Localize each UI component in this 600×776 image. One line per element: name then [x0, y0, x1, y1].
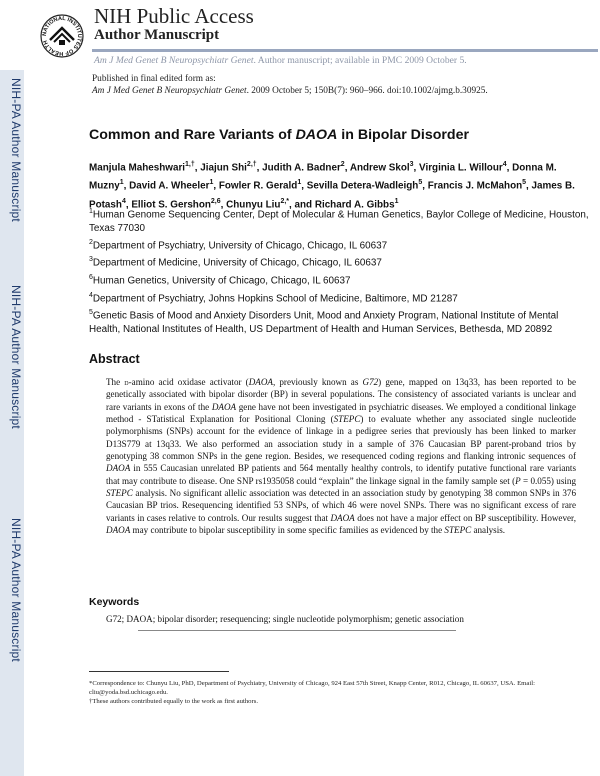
author-affiliation-marker: 4 [502, 161, 507, 168]
author-name: Francis J. McMahon [427, 180, 523, 192]
footnote-correspondence: *Correspondence to: Chunyu Liu, PhD, Department of Psychiatry, University of Chicago, 924 East 57th Street, Knapp Center, R012, Chicago, IL 60637, USA. Email: cliu@yoda.bsd.uchicago.edu. [89, 680, 535, 697]
abstract-text: STEPC [333, 414, 361, 425]
header-subtitle: Author Manuscript [94, 27, 220, 43]
abstract-text: DAOA [248, 377, 273, 387]
author-separator: , [220, 198, 227, 210]
author-affiliation-marker: 1 [209, 179, 214, 187]
author-name: Andrew Skol [349, 162, 410, 174]
author-name: Richard A. Gibbs [314, 198, 395, 210]
abstract-text: , previously known as [272, 377, 363, 387]
abstract-body [106, 376, 576, 536]
author-separator: , and [289, 198, 315, 210]
abstract-text: analysis. [471, 525, 506, 536]
author-separator: , [413, 162, 420, 174]
affiliation-text: Genetic Basis of Mood and Anxiety Disorders Unit, Mood and Anxiety Program, National Institute of Mental Health, National Institutes of Health, US Department of Health and Human Services, Bethesda, MD 20892 [89, 310, 559, 336]
keywords: G72; DAOA; bipolar disorder; resequencing; single nucleotide polymorphism; genetic association [106, 614, 464, 624]
author-separator: , [213, 180, 219, 192]
author-name: Donna M. Muzny [89, 162, 557, 192]
author-affiliation-marker: 2,6 [210, 197, 221, 205]
abstract-text: STEPC [106, 488, 133, 499]
abstract-text: DAOA [106, 463, 131, 474]
author-separator: , [506, 162, 513, 174]
footnotes [89, 679, 594, 707]
author-name: James B. Potash [89, 180, 575, 210]
abstract-text: STEPC [444, 525, 472, 536]
author-separator: , [344, 162, 350, 174]
author-separator: , [256, 162, 263, 174]
affiliation [89, 306, 589, 337]
abstract-text: DAOA [211, 401, 237, 412]
abstract-text: may contribute to bipolar susceptibility in some specific families as evidenced by the [130, 525, 445, 536]
affiliation-text: Department of Psychiatry, Johns Hopkins School of Medicine, Baltimore, MD 21287 [92, 293, 458, 305]
author-affiliation-marker: 2,† [246, 161, 257, 168]
affiliation-marker: 2 [89, 239, 93, 246]
published-label: Published in final edited form as: [92, 74, 216, 84]
author-name: David A. Wheeler [129, 180, 210, 192]
keywords-divider [138, 630, 456, 631]
author-separator: , [422, 180, 428, 192]
nih-logo [40, 6, 84, 66]
affiliation [89, 271, 589, 288]
affiliation-marker: 4 [89, 292, 93, 299]
author-name: Virginia L. Willour [419, 162, 503, 174]
affiliation-marker: 5 [89, 309, 93, 316]
header-citation: Am J Med Genet B Neuropsychiatr Genet. Author manuscript; available in PMC 2009 October 5. [94, 55, 467, 66]
abstract-text: -amino acid oxidase activator ( [128, 377, 249, 387]
abstract-heading: Abstract [89, 352, 140, 366]
sidebar [0, 70, 24, 776]
author-name: Fowler R. Gerald [218, 180, 298, 192]
author-separator: , [301, 180, 307, 192]
author-separator: , [123, 180, 130, 192]
author-affiliation-marker: 1 [119, 179, 124, 187]
affiliation-marker: 6 [89, 274, 93, 281]
abstract-text: G72 [362, 377, 379, 387]
affiliation-text: Department of Medicine, University of Chicago, Chicago, IL 60637 [92, 257, 382, 269]
abstract-text: = 0.055) using [520, 475, 576, 486]
author-affiliation-marker: 4 [121, 197, 126, 205]
footnote-rule [89, 671, 229, 672]
abstract-text: gene have not been investigated in psychiatric diseases. We employed a conditional linkage method - STatistical Explanation for Positional Cloning ( [106, 401, 576, 425]
affiliation-marker: 3 [89, 256, 93, 263]
abstract-text: DAOA [330, 512, 355, 523]
author-affiliation-marker: 3 [409, 161, 414, 168]
author-affiliation-marker: 2 [340, 161, 345, 168]
author-name: Chunyu Liu [226, 198, 281, 210]
author-name: Elliot S. Gershon [131, 198, 211, 210]
published-citation: Am J Med Genet B Neuropsychiatr Genet. 2009 October 5; 150B(7): 960–966. doi:10.1002/ajmg.b.30925. [92, 86, 488, 96]
sidebar-label: NIH-PA Author Manuscript [9, 285, 23, 429]
affiliation [89, 253, 589, 270]
header-rule [92, 49, 598, 52]
abstract-text: d [124, 377, 129, 387]
author-name: Jiajun Shi [200, 162, 247, 174]
author-separator: , [125, 198, 132, 210]
logo-text: NATIONAL INSTITUTES OF HEALTH [41, 15, 83, 57]
author-list [89, 157, 589, 212]
article-title: Common and Rare Variants of DAOA in Bipolar Disorder [89, 127, 469, 143]
abstract-text: DAOA [106, 525, 131, 536]
author-separator: , [526, 180, 532, 192]
abstract-text: does not have a major effect on BP susceptibility. However, [354, 512, 576, 523]
author-affiliation-marker: 2,* [280, 197, 290, 205]
author-name: Sevilla Detera-Wadleigh [306, 180, 419, 192]
affiliation-text: Department of Psychiatry, University of Chicago, Chicago, IL 60637 [92, 240, 388, 252]
affiliation-text: Human Genome Sequencing Center, Dept of Molecular & Human Genetics, Baylor College of Medicine, Houston, Texas 77030 [89, 209, 589, 235]
footnote-equal-contribution: †These authors contributed equally to the work as first authors. [89, 698, 259, 706]
author-affiliation-marker: 1,† [185, 161, 195, 168]
abstract-text: analysis. No significant allelic association was detected in an association study by genotyping 38 common SNPs in 376 Caucasian BP trios. Resequencing identified 53 SNPs, of which 46 were novel SNPs. There was no significant excess of rare variants in cases relative to controls. Our results suggest that [106, 488, 576, 523]
author-name: Judith A. Badner [262, 162, 341, 174]
keywords-heading: Keywords [89, 596, 140, 608]
affiliation-marker: 1 [89, 208, 93, 215]
author-affiliation-marker: 1 [297, 179, 302, 187]
author-name: Manjula Maheshwari [89, 162, 186, 174]
affiliation-text: Human Genetics, University of Chicago, Chicago, IL 60637 [92, 275, 351, 287]
affiliation [89, 289, 589, 306]
affiliation [89, 236, 589, 253]
abstract-text: ) gene, mapped on 13q33, has been reported to be genetically associated with bipolar disorder (BP) in several populations. The consistency of associated variants is unclear and rare variants in exons of the [106, 377, 576, 412]
sidebar-label: NIH-PA Author Manuscript [9, 518, 23, 662]
author-separator: , [194, 162, 201, 174]
author-affiliation-marker: 5 [522, 179, 527, 187]
abstract-text: in 555 Caucasian unrelated BP patients and 564 mentally healthy controls, to identify putative functional rare variants that may contribute to disease. One SNP rs1935058 could “explain” the linkage signal in the family sample set ( [106, 463, 576, 486]
author-affiliation-marker: 1 [394, 197, 399, 205]
abstract-text: ) to evaluate whether any associated single nucleotide polymorphisms (SNPs) account for the evidence of linkage in a pedigree series that previously has been linked to marker D13S779 at 13q33. We also performed an association study in a sample of 376 Caucasian BP parent-proband trios by genotyping 38 common SNPs in the gene region. Besides, we resequenced coding regions and flanking intronic sequences of [106, 414, 576, 462]
abstract-text: The [106, 377, 125, 387]
abstract-text: P [515, 475, 521, 486]
header-title: NIH Public Access [94, 4, 254, 28]
sidebar-label: NIH-PA Author Manuscript [9, 78, 23, 222]
affiliation [89, 205, 589, 236]
author-affiliation-marker: 5 [418, 179, 423, 187]
